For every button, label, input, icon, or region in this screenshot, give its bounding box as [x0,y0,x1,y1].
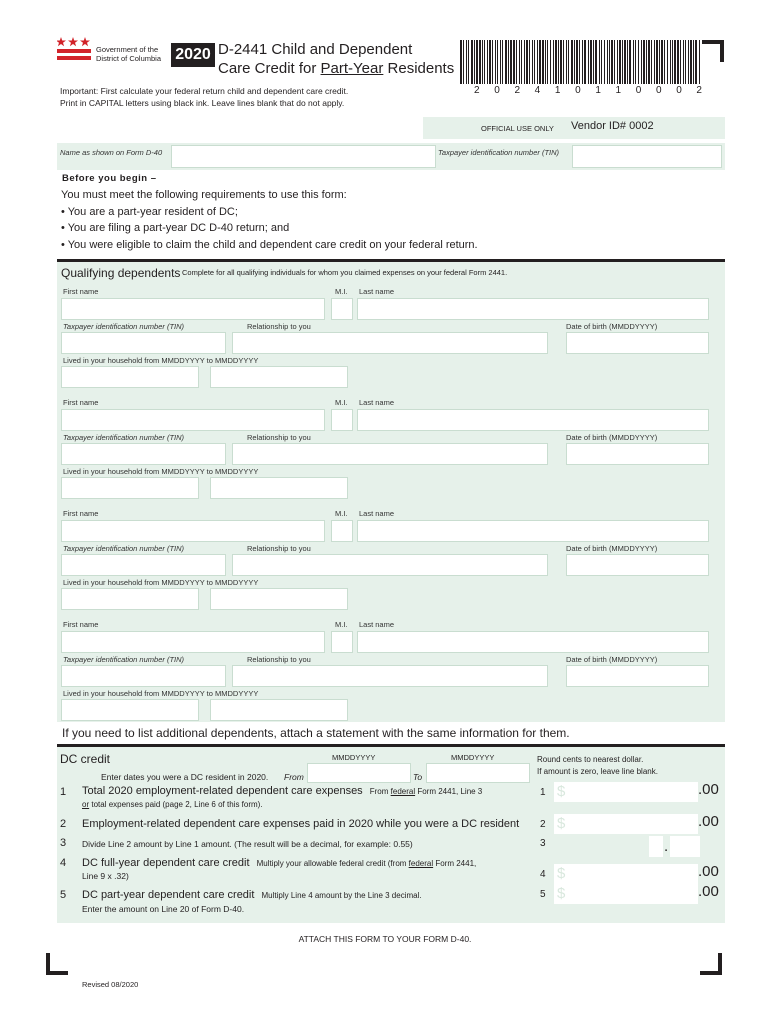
gov-line1: Government of the [96,45,159,54]
barcode-bar [604,40,605,84]
line1-number: 1 [60,786,67,798]
attach-note: ATTACH THIS FORM TO YOUR FORM D-40. [298,934,472,944]
line1-amount-field[interactable] [554,782,698,802]
dep1-relationship-label: Relationship to you [247,322,311,331]
line5-sub: Multiply Line 4 amount by the Line 3 decimal. [261,891,422,900]
important-line1: Important: First calculate your federal return child and dependent care credit. [60,86,349,96]
dep4-dob-field[interactable] [566,665,709,687]
line1-cents: .00 [698,781,719,798]
dep4-first-name-label: First name [63,620,99,629]
line4-sub-b: Form 2441, [433,859,477,868]
barcode-bar [550,40,551,84]
dep2-dob-field[interactable] [566,443,709,465]
barcode-digit: 2 [474,85,480,96]
dependents-heading: Qualifying dependents [61,266,181,280]
to-label: To [413,772,423,782]
barcode-bar [659,40,660,84]
barcode-bar [674,40,676,84]
barcode-bar [532,40,533,84]
barcode-bar [553,40,554,84]
dep1-last-name-label: Last name [359,287,395,296]
dep3-last-name-label: Last name [359,509,395,518]
barcode-bar [555,40,557,84]
line5-bold: DC part-year dependent care credit [82,889,255,901]
dep1-lived-label: Lived in your household from MMDDYYYY to MMDDYYYY [63,356,259,365]
before-bullet-1: • You are a part-year resident of DC; [61,206,238,218]
barcode-bar [471,40,473,84]
line4-box-number: 4 [540,869,546,880]
barcode-bar [683,40,684,84]
barcode-bar [656,40,658,84]
dep1-lived-from-field[interactable] [61,366,199,388]
barcode-bar [643,40,645,84]
barcode-bar [629,40,631,84]
form-title [218,40,454,78]
dep3-mi-field[interactable] [331,520,353,542]
barcode-bar [571,40,573,84]
barcode-bar [542,40,544,84]
resident-from-date-field[interactable] [307,763,411,783]
barcode-bar [521,40,522,84]
form-title-prefix: Care Credit for [218,60,321,77]
barcode-bar [590,40,592,84]
dep1-first-name-field[interactable] [61,298,325,320]
barcode-bar [526,40,528,84]
barcode-bar [466,40,467,84]
barcode-bar [495,40,496,84]
barcode-bar [609,40,610,84]
line5-number: 5 [60,889,67,901]
barcode-bar [699,40,700,84]
year-badge: 2020 [171,43,215,67]
line3-integer-field[interactable] [649,836,663,857]
dep4-mi-label: M.I. [335,620,348,629]
barcode-digit: 0 [655,85,662,96]
dc-flag-logo [57,37,91,63]
form-title-underlined: Part-Year [320,60,384,77]
line1-box-number: 1 [540,787,546,798]
barcode-bar [579,40,580,84]
barcode-bar [677,40,679,84]
barcode-bar [460,40,462,84]
corner-mark-top-right [702,40,724,62]
barcode-bar [489,40,491,84]
dep4-relationship-label: Relationship to you [247,655,311,664]
dep2-last-name-field[interactable] [357,409,709,431]
line3-box-number: 3 [540,838,546,849]
barcode-bar [519,40,520,84]
important-line2: Print in CAPITAL letters using black ink. Leave lines blank that do not apply. [60,98,345,108]
barcode-bar [635,40,636,84]
barcode-digit: 4 [534,85,541,96]
dep2-tin-field[interactable] [61,443,226,465]
dep1-tin-label: Taxpayer identification number (TIN) [63,322,185,331]
barcode-bar [463,40,464,84]
barcode-bar [638,40,639,84]
line2-amount-field[interactable] [554,814,698,834]
barcode-bar [474,40,475,84]
barcode-bar [476,40,478,84]
barcode-bar [539,40,541,84]
barcode-digit: 1 [615,85,622,96]
form-title-suffix: Residents [383,60,455,77]
barcode-bar [627,40,628,84]
barcode-bar [685,40,686,84]
barcode-bar [492,40,493,84]
barcode-bar [619,40,621,84]
barcode-bar [547,40,548,84]
dep1-dob-field[interactable] [566,332,709,354]
tin-label: Taxpayer identification number (TIN) [438,148,560,157]
dates-instructions: Enter dates you were a DC resident in 2020. [101,772,269,782]
barcode-bar [484,40,485,84]
dep1-first-name-label: First name [63,287,99,296]
barcode-bar [558,40,559,84]
barcode-bar [563,40,564,84]
line4-number: 4 [60,857,67,869]
line3-decimal-field[interactable] [670,836,700,857]
round-note-1: Round cents to nearest dollar. [537,755,644,764]
barcode-bar [601,40,602,84]
dep2-lived-label: Lived in your household from MMDDYYYY to MMDDYYYY [63,467,259,476]
dep1-dob-label: Date of birth (MMDDYYYY) [566,322,658,331]
line4-federal: federal [408,859,434,868]
dep3-dob-field[interactable] [566,554,709,576]
form-title-line2 [218,59,454,78]
line4-bold: DC full-year dependent care credit [82,857,250,869]
barcode-bar [651,40,652,84]
dep3-first-name-label: First name [63,509,99,518]
line2-bold: Employment-related dependent care expenses paid in 2020 while you were a DC resident [82,818,520,830]
barcode-bar [670,40,671,84]
dep2-dob-label: Date of birth (MMDDYYYY) [566,433,658,442]
barcode-bar [624,40,626,84]
barcode-digits [474,85,702,96]
round-note-2: If amount is zero, leave line blank. [537,767,658,776]
dep4-relationship-field[interactable] [232,665,548,687]
barcode-bar [661,40,663,84]
line4-sub-a: Multiply your allowable federal credit (from [256,859,409,868]
dep3-tin-label: Taxpayer identification number (TIN) [63,544,185,553]
barcode-bar [646,40,647,84]
dep4-lived-to-field[interactable] [210,699,348,721]
dep2-relationship-label: Relationship to you [247,433,311,442]
line5-box-number: 5 [540,889,546,900]
barcode-bar [664,40,665,84]
line3-decimal-point: . [664,838,669,855]
name-field[interactable] [171,145,436,168]
from-label: From [284,772,304,782]
line3-text: Divide Line 2 amount by Line 1 amount. (The result will be a decimal, for example: 0.55) [82,839,413,849]
line1-or: or [82,800,90,809]
barcode-bar [508,40,509,84]
barcode-bar [513,40,515,84]
dep2-lived-to-field[interactable] [210,477,348,499]
dep2-last-name-label: Last name [359,398,395,407]
credit-heading: DC credit [60,752,111,766]
dep3-mi-label: M.I. [335,509,348,518]
line4-text-2: Line 9 x .32) [82,871,129,881]
dep3-tin-field[interactable] [61,554,226,576]
taxpayer-tin-field[interactable] [572,145,722,168]
barcode-bar [588,40,589,84]
dep4-lived-from-field[interactable] [61,699,199,721]
barcode-bar [584,40,586,84]
barcode-bar [607,40,608,84]
mmddyyyy-from-label: MMDDYYYY [332,753,376,762]
vendor-id: Vendor ID# 0002 [571,120,654,132]
barcode-bar [468,40,469,84]
dep4-last-name-field[interactable] [357,631,709,653]
barcode-bar [633,40,634,84]
dep4-mi-field[interactable] [331,631,353,653]
form-title-line1: D-2441 Child and Dependent [218,41,413,58]
dep2-first-name-label: First name [63,398,99,407]
dep2-relationship-field[interactable] [232,443,548,465]
before-intro: You must meet the following requirements to use this form: [61,189,347,201]
corner-mark-bottom-left [46,953,68,975]
dep1-mi-field[interactable] [331,298,353,320]
line2-dollar-sign: $ [557,815,566,832]
barcode-bar [497,40,498,84]
line4-text [82,857,476,869]
dep3-lived-to-field[interactable] [210,588,348,610]
barcode-bar [593,40,594,84]
dep4-dob-label: Date of birth (MMDDYYYY) [566,655,658,664]
barcode-digit: 0 [635,85,642,96]
dep2-mi-label: M.I. [335,398,348,407]
line1-sub-b: Form 2441, Line 3 [415,787,483,796]
barcode-bar [566,40,567,84]
dep4-tin-field[interactable] [61,665,226,687]
barcode-bar [695,40,697,84]
barcode-digit: 1 [554,85,561,96]
barcode-bar [560,40,562,84]
barcode-bar [516,40,517,84]
barcode-bar [654,40,655,84]
dep3-last-name-field[interactable] [357,520,709,542]
line2-number: 2 [60,818,67,830]
dep4-first-name-field[interactable] [61,631,325,653]
barcode-bar [545,40,546,84]
line1-text-2 [82,800,263,809]
dep2-first-name-field[interactable] [61,409,325,431]
barcode-bar [482,40,483,84]
dep3-dob-label: Date of birth (MMDDYYYY) [566,544,658,553]
dependents-subheading: Complete for all qualifying individuals for whom you claimed expenses on your federal Form 2441. [182,268,508,277]
resident-to-date-field[interactable] [426,763,530,783]
barcode-bar [524,40,525,84]
dep3-lived-from-field[interactable] [61,588,199,610]
barcode-digit: 2 [514,85,520,96]
barcode-bar [595,40,597,84]
name-label: Name as shown on Form D-40 [60,148,163,157]
mmddyyyy-to-label: MMDDYYYY [451,753,495,762]
line5-cents: .00 [698,883,719,900]
dep1-relationship-field[interactable] [232,332,548,354]
line1-text [82,785,482,797]
dep2-tin-label: Taxpayer identification number (TIN) [63,433,185,442]
before-bullet-3: • You were eligible to claim the child and dependent care credit on your federal return. [61,239,478,251]
barcode-bar [617,40,618,84]
barcode-bar [693,40,694,84]
line1-dollar-sign: $ [557,783,566,800]
barcode-bar [487,40,488,84]
barcode-bar [582,40,583,84]
barcode-bar [680,40,681,84]
line3-number: 3 [60,837,67,849]
barcode [460,40,702,84]
barcode-bar [648,40,650,84]
dep3-lived-label: Lived in your household from MMDDYYYY to MMDDYYYY [63,578,259,587]
official-use-label: OFFICIAL USE ONLY [481,124,554,133]
dep1-last-name-field[interactable] [357,298,709,320]
barcode-bar [576,40,578,84]
additional-dependents-note: If you need to list additional dependents, attach a statement with the same information for them. [62,726,570,740]
line5-text [82,889,422,901]
barcode-bar [502,40,503,84]
dep2-lived-from-field[interactable] [61,477,199,499]
barcode-bar [500,40,501,84]
dep3-relationship-label: Relationship to you [247,544,311,553]
barcode-bar [529,40,530,84]
dep3-first-name-field[interactable] [61,520,325,542]
barcode-digit: 2 [696,85,702,96]
dep4-tin-label: Taxpayer identification number (TIN) [63,655,185,664]
line4-dollar-sign: $ [557,865,566,882]
gov-line2: District of Columbia [96,54,162,63]
barcode-bar [622,40,623,84]
dep4-last-name-label: Last name [359,620,395,629]
barcode-bar [537,40,538,84]
barcode-digit: 0 [494,85,500,96]
line4-amount-field[interactable] [554,864,698,884]
line5-amount-field[interactable] [554,884,698,904]
barcode-bar [611,40,613,84]
before-heading: Before you begin – [62,173,157,184]
barcode-bar [534,40,535,84]
barcode-digit: 1 [595,85,601,96]
line2-cents: .00 [698,813,719,830]
barcode-bar [672,40,673,84]
line1-federal: federal [390,787,416,796]
barcode-bar [479,40,481,84]
line5-text-2: Enter the amount on Line 20 of Form D-40. [82,904,245,914]
line4-cents: .00 [698,863,719,880]
dep1-mi-label: M.I. [335,287,348,296]
barcode-bar [667,40,668,84]
line1-bold: Total 2020 employment-related dependent care expenses [82,785,363,797]
barcode-digit: 0 [575,85,581,96]
line5-dollar-sign: $ [557,885,566,902]
barcode-bar [688,40,689,84]
barcode-bar [574,40,575,84]
dep1-tin-field[interactable] [61,332,226,354]
barcode-bar [690,40,692,84]
dep2-mi-field[interactable] [331,409,353,431]
line1-rest: total expenses paid (page 2, Line 6 of this form). [89,800,263,809]
barcode-bar [505,40,507,84]
dep3-relationship-field[interactable] [232,554,548,576]
barcode-digit: 0 [676,85,682,96]
corner-mark-bottom-right [700,953,722,975]
barcode-bar [568,40,569,84]
revised-date: Revised 08/2020 [82,980,139,989]
barcode-bar [599,40,600,84]
dep1-lived-to-field[interactable] [210,366,348,388]
dep4-lived-label: Lived in your household from MMDDYYYY to MMDDYYYY [63,689,259,698]
line1-sub-a: From [369,787,391,796]
before-bullet-2: • You are filing a part-year DC D-40 return; and [61,222,290,234]
line2-box-number: 2 [540,819,546,830]
barcode-bar [614,40,615,84]
barcode-bar [641,40,642,84]
barcode-bar [510,40,512,84]
